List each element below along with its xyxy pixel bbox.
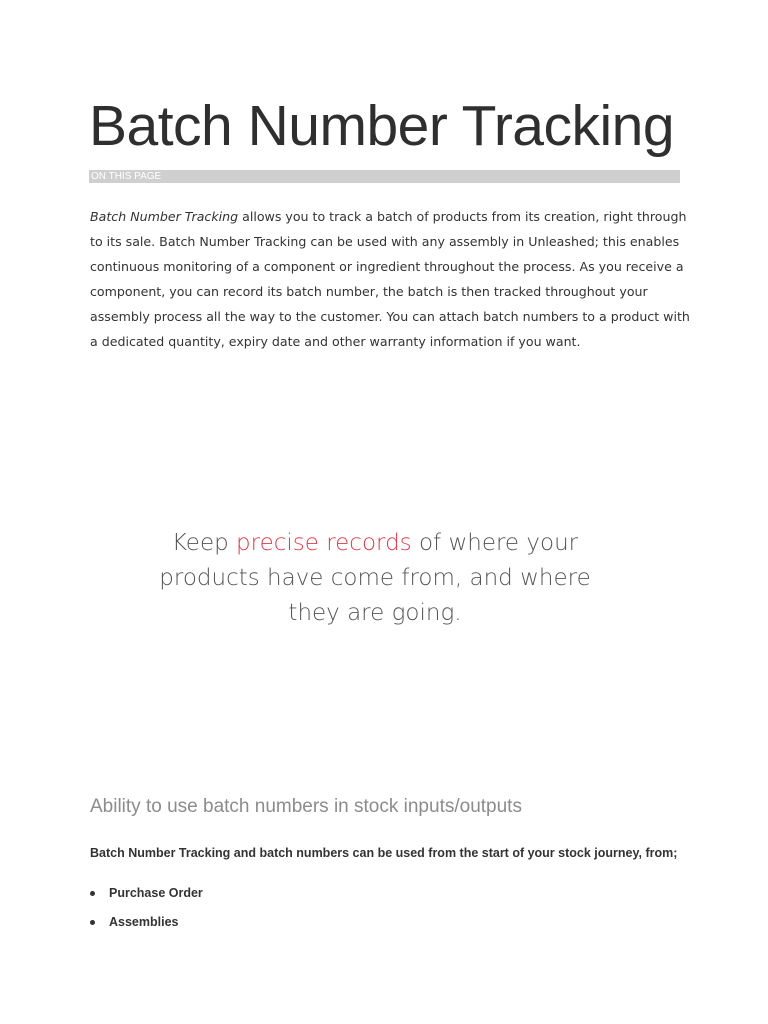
intro-paragraph (90, 204, 690, 354)
tagline-graphic (150, 526, 600, 631)
section-heading: Ability to use batch numbers in stock inputs/outputs (90, 796, 522, 817)
intro-term: Batch Number Tracking (90, 209, 239, 224)
input-output-list (90, 882, 203, 940)
list-item (90, 911, 203, 940)
tagline-part-2: of where your products have come from, and where they are going. (159, 530, 591, 626)
tagline-part-1: Keep (171, 530, 237, 556)
bullet-icon (90, 891, 95, 896)
list-item-label: Purchase Order (109, 886, 203, 900)
tagline-highlight: precise records (236, 530, 412, 556)
bullet-icon (90, 920, 95, 925)
list-item (90, 882, 203, 911)
page-title: Batch Number Tracking (89, 94, 675, 158)
intro-text: allows you to track a batch of products from its creation, right through to its sale. Batch Number Tracking can be used with any assembly in Unleashed; this enables continuous monitoring of a component or ingredient throughout the process. As you receive a component, you can record its batch number, the batch is then tracked throughout your assembly process all the way to the customer. You can attach batch numbers to a product with a dedicated quantity, expiry date and other warranty information if you want. (90, 209, 690, 349)
list-item-label: Assemblies (109, 915, 179, 929)
on-this-page-bar[interactable]: ON THIS PAGE (89, 170, 680, 183)
section-body-text: Batch Number Tracking and batch numbers can be used from the start of your stock journey, from; (90, 846, 678, 860)
